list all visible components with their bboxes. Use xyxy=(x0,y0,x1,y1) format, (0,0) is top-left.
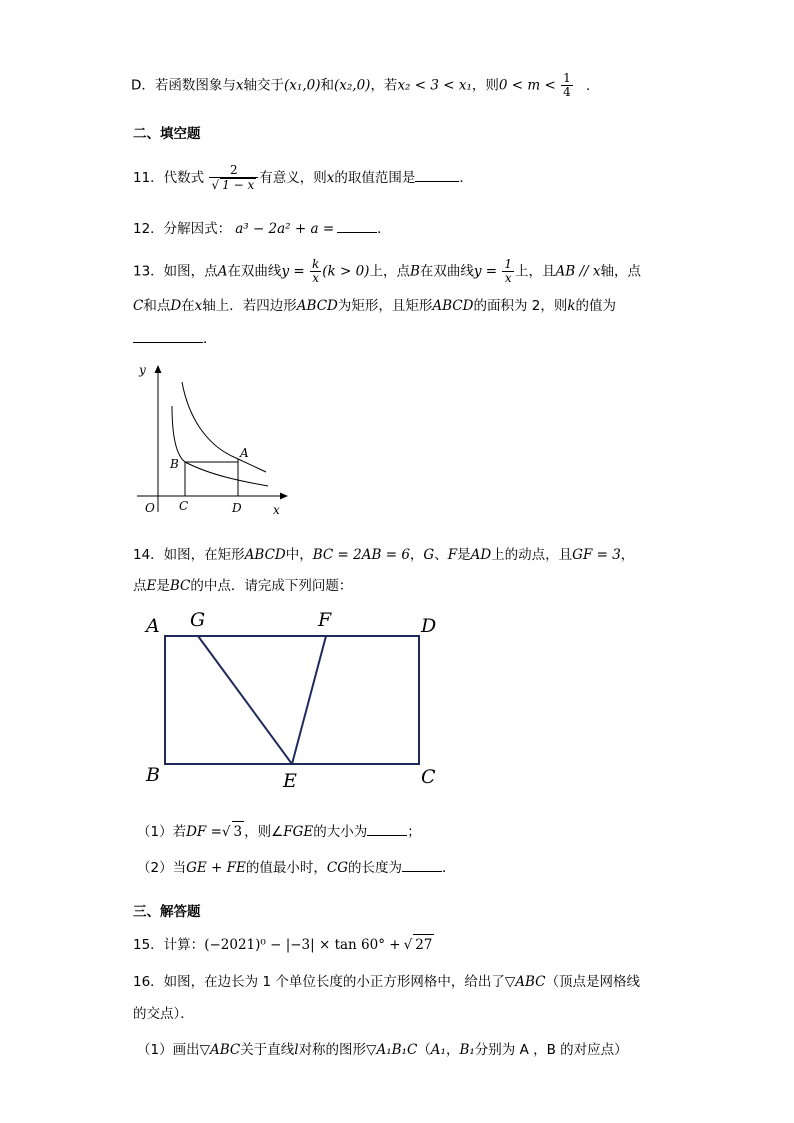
sqrt-content: 27 xyxy=(413,934,434,955)
triangle-abc: ▽ABC xyxy=(199,1042,241,1058)
sqrt-sign: √ xyxy=(403,937,413,953)
point-a: A xyxy=(217,263,228,280)
text: 的面积为 2，则 xyxy=(473,298,568,314)
point-b1: B₁ xyxy=(459,1042,475,1058)
label-a: A xyxy=(146,615,160,637)
text: ， xyxy=(445,1042,460,1058)
text: 为矩形，且矩形 xyxy=(337,298,433,314)
question-16-line-1 xyxy=(133,972,640,992)
text: 上，点 xyxy=(369,263,410,280)
segment-bc-label: BC xyxy=(169,578,191,594)
question-13-line-3 xyxy=(133,328,217,349)
text: 的值为 xyxy=(575,298,617,314)
label-b: B xyxy=(146,764,160,786)
text: 上的动点，且 xyxy=(491,547,573,563)
question-14-line-2 xyxy=(133,576,352,596)
option-d xyxy=(131,72,600,99)
point-a1: A₁ xyxy=(430,1042,446,1058)
label-c: C xyxy=(421,766,436,788)
label-g: G xyxy=(190,609,206,631)
text: 中， xyxy=(285,547,313,563)
answer-blank xyxy=(402,857,442,872)
text: ， xyxy=(409,547,424,563)
var-x: x xyxy=(235,77,244,94)
ab-parallel: AB // x xyxy=(555,263,601,280)
y-axis-arrow xyxy=(155,365,162,373)
section-title-fill-in: 二、填空题 xyxy=(133,126,201,142)
question-13-line-1 xyxy=(133,258,641,285)
frac-num: 1 xyxy=(504,257,513,271)
text: 、 xyxy=(434,547,448,563)
point-1: (x₁,0) xyxy=(284,77,321,94)
text: y = xyxy=(473,263,498,280)
label-a: A xyxy=(240,446,249,460)
q15-prefix: 15．计算： xyxy=(133,937,205,953)
point-c: C xyxy=(133,298,144,314)
answer-blank xyxy=(337,218,377,233)
section-title-solve: 三、解答题 xyxy=(133,904,201,920)
label-d: D xyxy=(421,615,437,637)
text: （1）若 xyxy=(137,824,187,840)
question-14-part-1 xyxy=(137,821,421,842)
option-d-label: D．若函数图象与 xyxy=(131,77,236,94)
q13-prefix: 13．如图，点 xyxy=(133,263,218,280)
sqrt-sign: √ xyxy=(221,824,231,840)
sqrt-content: 1 − x xyxy=(222,178,255,192)
text: 有意义，则 xyxy=(259,170,327,186)
segment-fe xyxy=(292,636,326,764)
segment-ad-label: AD xyxy=(470,547,492,563)
point-b: B xyxy=(409,263,420,280)
q16-text: 16．如图，在边长为 1 个单位长度的小正方形网格中，给出了 xyxy=(133,974,505,990)
abcd: ABCD xyxy=(296,298,338,314)
question-16-part-1 xyxy=(137,1040,628,1060)
answer-blank xyxy=(415,167,459,182)
frac-den: x xyxy=(310,271,321,285)
var-x: x xyxy=(326,170,335,186)
question-16-line-2 xyxy=(133,1004,194,1024)
q14-prefix: 14．如图，在矩形 xyxy=(133,547,245,563)
point-f: F xyxy=(447,547,458,563)
question-14-part-2 xyxy=(137,857,455,878)
text: 分别为 A ，B 的对应点） xyxy=(474,1042,628,1058)
label-f: F xyxy=(318,609,332,631)
text: ． xyxy=(586,77,600,94)
text: ， xyxy=(620,547,635,563)
text: 是 xyxy=(156,578,170,594)
point-d: D xyxy=(170,298,182,314)
fraction-k-over-x xyxy=(310,258,321,285)
q11-fraction xyxy=(209,164,258,192)
q12-expression: a³ − 2a² + a = xyxy=(235,221,335,237)
text: ，则∠ xyxy=(244,824,284,840)
bc-eq: BC = 2AB = 6 xyxy=(312,547,410,563)
text: 的中点．请完成下列问题： xyxy=(190,578,353,594)
text: 轴交于 xyxy=(243,77,285,94)
sqrt-content: 3 xyxy=(232,821,245,842)
curve-1-over-x xyxy=(172,406,268,486)
rectangle-abcd xyxy=(165,636,419,764)
label-y: y xyxy=(139,363,146,377)
abcd: ABCD xyxy=(244,547,286,563)
gf-eq: GF = 3 xyxy=(572,547,621,563)
q11-prefix: 11．代数式 xyxy=(133,170,205,186)
answer-blank xyxy=(367,821,407,836)
triangle-abc: ▽ABC xyxy=(504,974,546,990)
text: （1）画出 xyxy=(137,1042,200,1058)
abcd: ABCD xyxy=(432,298,474,314)
text: 点 xyxy=(133,578,147,594)
label-x: x xyxy=(273,503,280,517)
segment-ge xyxy=(198,636,292,764)
text: ． xyxy=(459,170,473,186)
question-11 xyxy=(133,164,473,192)
triangle-a1b1c: ▽A₁B₁C xyxy=(366,1042,418,1058)
x-axis-arrow xyxy=(280,493,288,500)
k-condition: (k > 0) xyxy=(322,263,370,280)
text: 在 xyxy=(181,298,195,314)
text: ． xyxy=(203,331,217,347)
frac-den: √ 1 − x xyxy=(209,177,258,192)
text: 的大小为 xyxy=(313,824,368,840)
var-x: x xyxy=(194,298,203,314)
text: y = xyxy=(281,263,305,280)
frac-num: 2 xyxy=(230,163,238,177)
text: ． xyxy=(377,221,391,237)
text: （2）当 xyxy=(137,860,187,876)
text: ，若 xyxy=(370,77,398,94)
text: 对称的图形 xyxy=(298,1042,367,1058)
text: ； xyxy=(407,824,421,840)
label-b: B xyxy=(170,457,179,471)
point-e: E xyxy=(146,578,157,594)
text: 轴，点 xyxy=(600,263,642,280)
result: 0 < m < xyxy=(498,77,556,94)
frac-den: x xyxy=(502,271,514,285)
question-14-line-1 xyxy=(133,545,634,565)
var-k: k xyxy=(567,298,576,314)
line-l: l xyxy=(294,1042,299,1058)
fraction-1-over-x xyxy=(502,258,514,285)
text: 的长度为 xyxy=(347,860,402,876)
ge-fe-expr: GE + FE xyxy=(186,860,246,876)
point-2: (x₂,0) xyxy=(333,77,371,94)
question-13-line-2 xyxy=(133,296,616,316)
text: 和点 xyxy=(143,298,171,314)
text: （顶点是网格线 xyxy=(545,974,640,990)
angle-fge: FGE xyxy=(283,824,314,840)
question-12 xyxy=(133,218,391,239)
text: 在双曲线 xyxy=(227,263,282,280)
text: 的取值范围是 xyxy=(334,170,416,186)
text: 和 xyxy=(320,77,334,94)
question-15 xyxy=(133,934,434,955)
condition: x₂ < 3 < x₁ xyxy=(397,77,472,94)
frac-den: 4 xyxy=(563,85,571,99)
text: 上，且 xyxy=(515,263,556,280)
q12-prefix: 12．分解因式： xyxy=(133,221,232,237)
point-g: G xyxy=(423,547,435,563)
curve-k-over-x xyxy=(182,382,266,472)
df-eq: DF = xyxy=(186,824,222,840)
answer-blank xyxy=(133,328,203,343)
text: ，则 xyxy=(471,77,499,94)
text: 在双曲线 xyxy=(419,263,474,280)
label-e: E xyxy=(283,770,297,792)
text: 的值最小时， xyxy=(245,860,327,876)
text: ． xyxy=(441,860,456,876)
label-o: O xyxy=(145,501,155,515)
cg-label: CG xyxy=(326,860,348,876)
text: （ xyxy=(417,1042,431,1058)
frac-num: k xyxy=(311,257,320,271)
q15-expression: (−2021)⁰ − |−3| × tan 60° + xyxy=(204,937,401,953)
text: 是 xyxy=(457,547,471,563)
frac-num: 1 xyxy=(563,71,571,85)
text: 关于直线 xyxy=(240,1042,295,1058)
label-c: C xyxy=(179,499,189,513)
label-d: D xyxy=(232,501,242,515)
fraction-quarter xyxy=(561,72,573,99)
text: 轴上．若四边形 xyxy=(202,298,297,314)
q16-text: 的交点）． xyxy=(133,1006,194,1022)
